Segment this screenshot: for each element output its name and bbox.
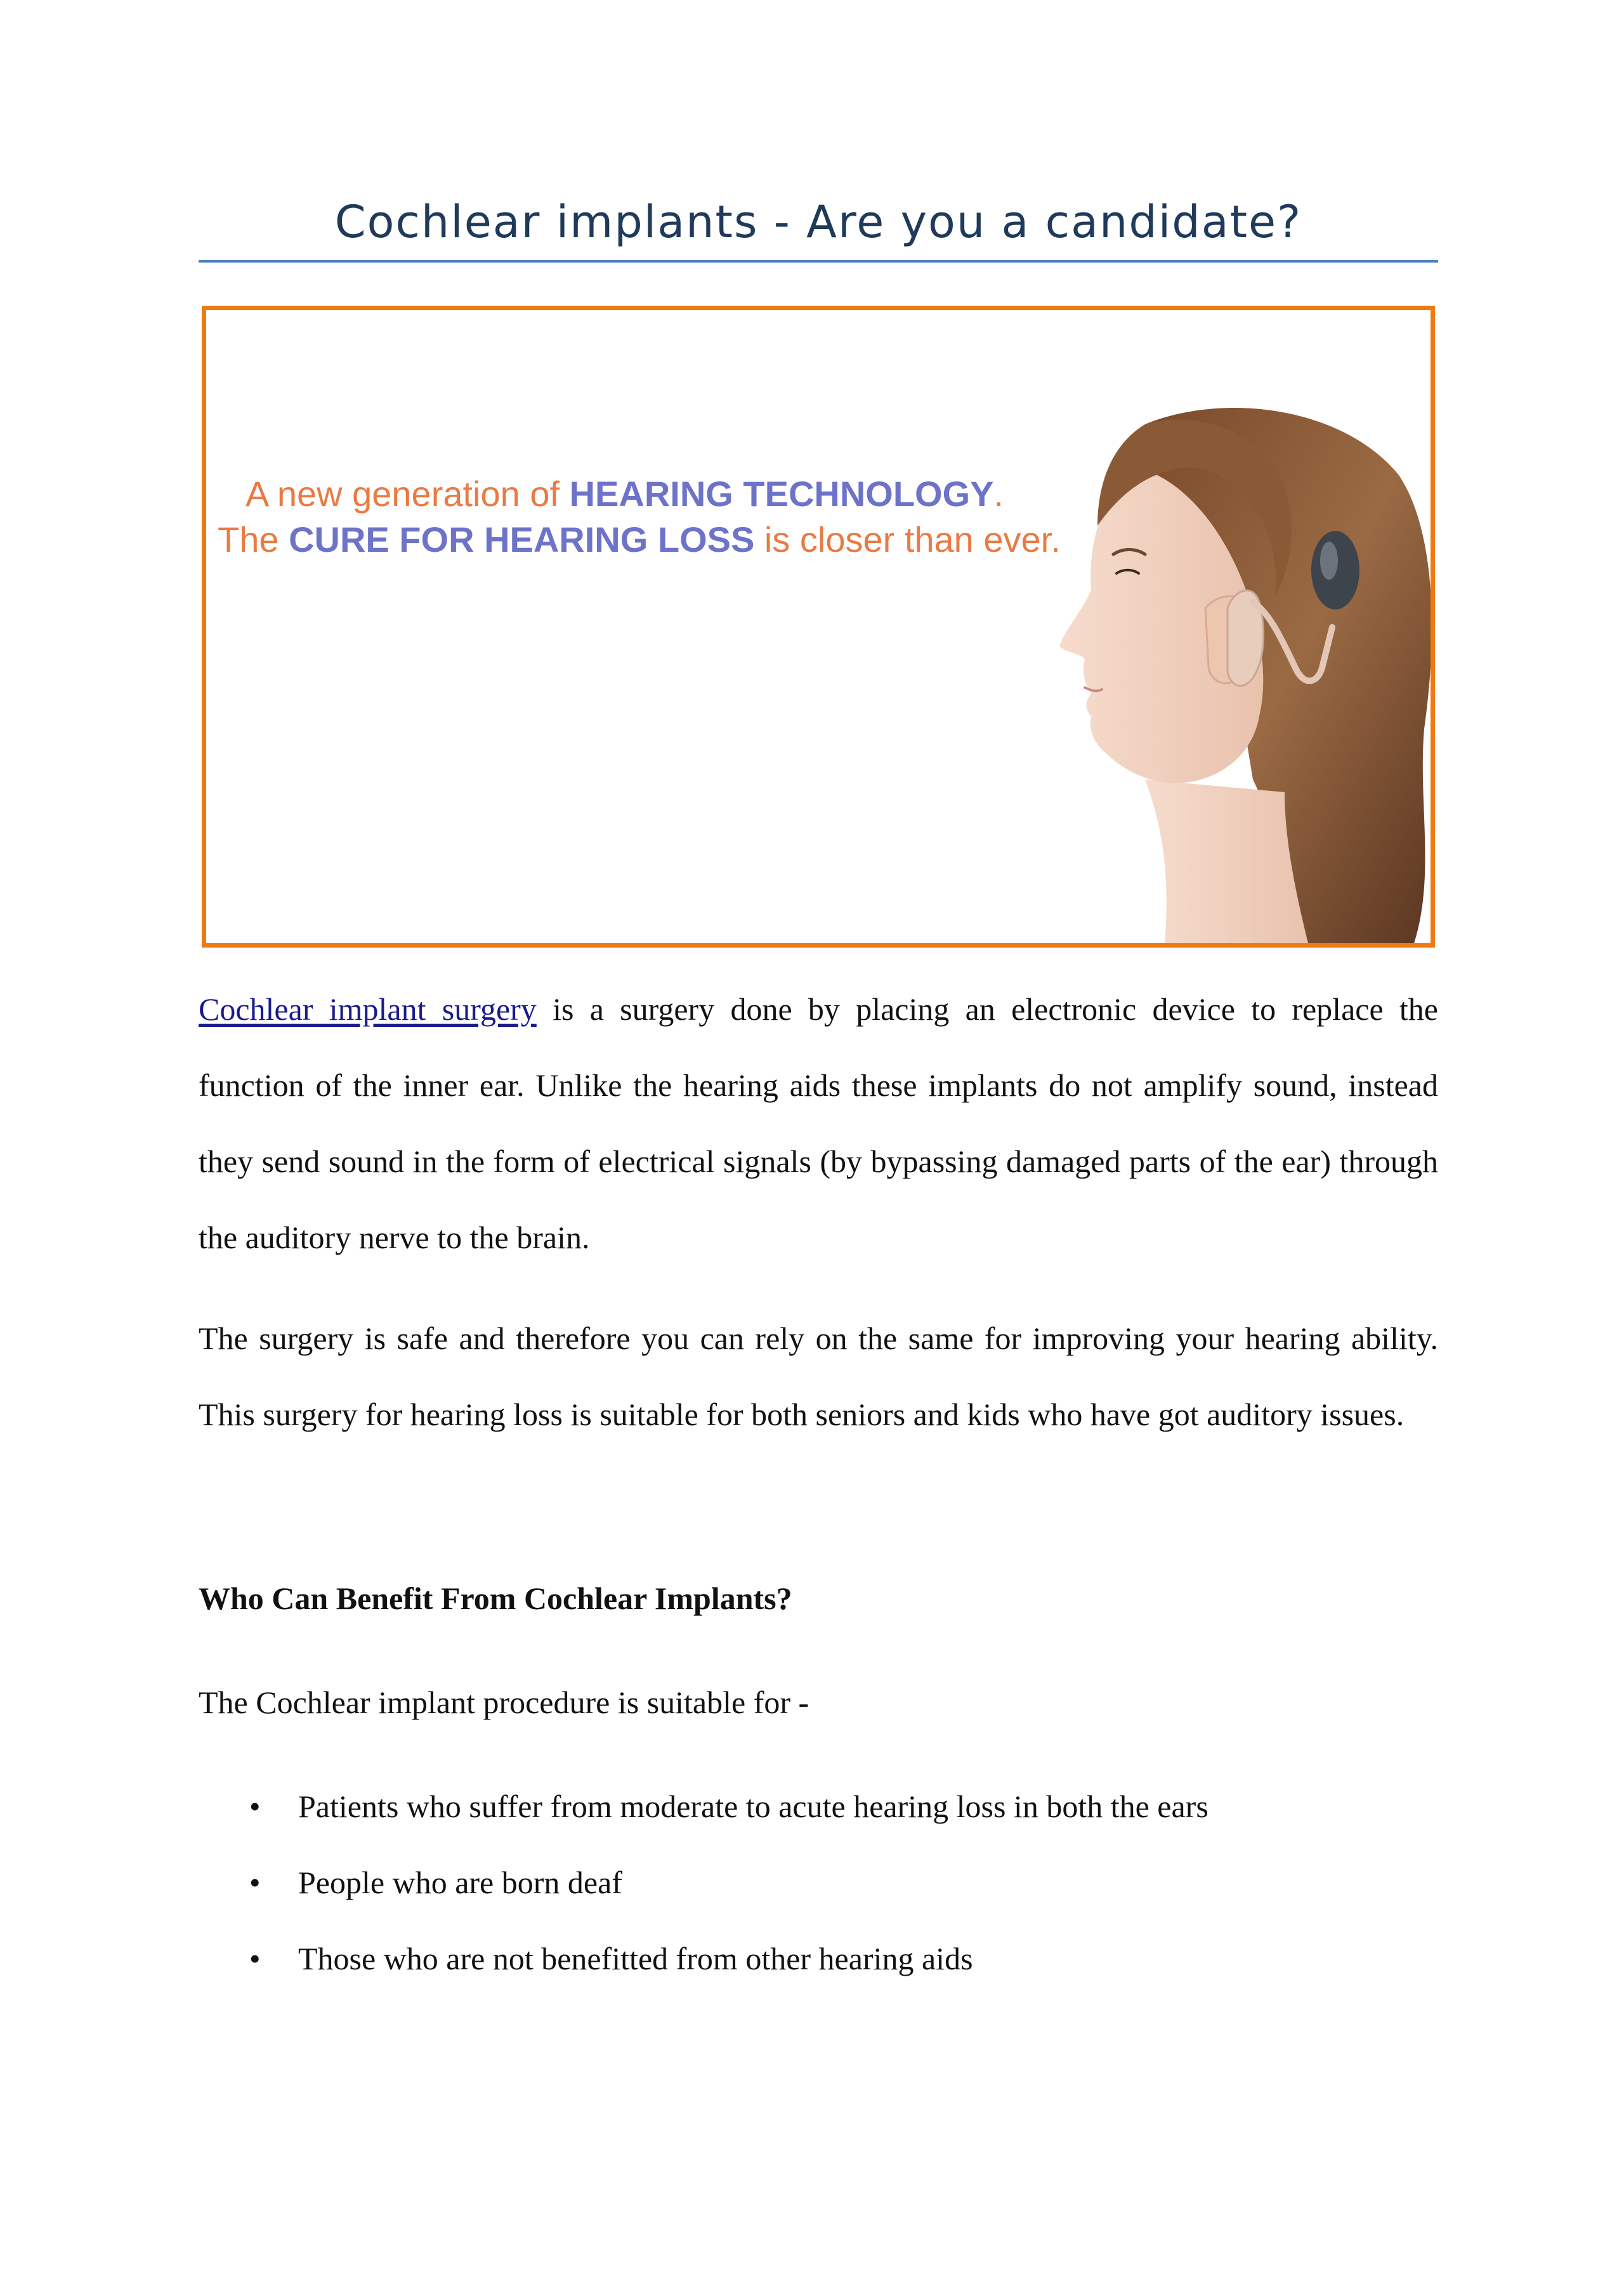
list-item-text: Patients who suffer from moderate to acute hearing loss in both the ears <box>298 1789 1208 1824</box>
intro-paragraph-text: is a surgery done by placing an electronic device to replace the function of the inner ear. Unlike the hearing aids these implants do not amplify sound, instead they send sound in the form of electrical signals (by bypassing damaged parts of the ear) through the auditory nerve to the brain. <box>199 991 1438 1255</box>
candidate-list <box>199 1768 1438 1997</box>
list-item-text: People who are born deaf <box>298 1865 622 1900</box>
bullet-icon: • <box>249 1941 261 1976</box>
hero-banner <box>202 306 1435 948</box>
bullet-icon: • <box>249 1865 261 1900</box>
list-item-text: Those who are not benefitted from other hearing aids <box>298 1941 973 1976</box>
banner-emphasis: CURE FOR HEARING LOSS <box>289 519 755 559</box>
suitability-intro: The Cochlear implant procedure is suitable for - <box>199 1685 809 1720</box>
section-heading: Who Can Benefit From Cochlear Implants? <box>199 1581 792 1616</box>
list-item <box>199 1768 1438 1844</box>
banner-headline-line-1 <box>246 472 1004 516</box>
banner-headline-line-2 <box>218 518 1061 562</box>
cochlear-implant-surgery-link[interactable]: Cochlear implant surgery <box>199 991 537 1027</box>
list-item <box>199 1844 1438 1921</box>
banner-text: is closer than ever. <box>754 519 1061 559</box>
banner-text: . <box>993 474 1004 514</box>
bullet-icon: • <box>249 1789 261 1824</box>
title-underline <box>199 260 1438 263</box>
page-title: Cochlear implants - Are you a candidate? <box>334 196 1302 248</box>
banner-emphasis: HEARING TECHNOLOGY <box>569 474 994 514</box>
list-item <box>199 1921 1438 1997</box>
woman-with-cochlear-implant-image <box>955 399 1435 948</box>
safety-paragraph: The surgery is safe and therefore you can rely on the same for improving your hearing ability. This surgery for hearing loss is suitable for both seniors and kids who have got auditory issues. <box>199 1321 1438 1432</box>
intro-paragraph <box>199 971 1438 1275</box>
banner-text: The <box>218 519 289 559</box>
banner-text: A new generation of <box>246 474 570 514</box>
